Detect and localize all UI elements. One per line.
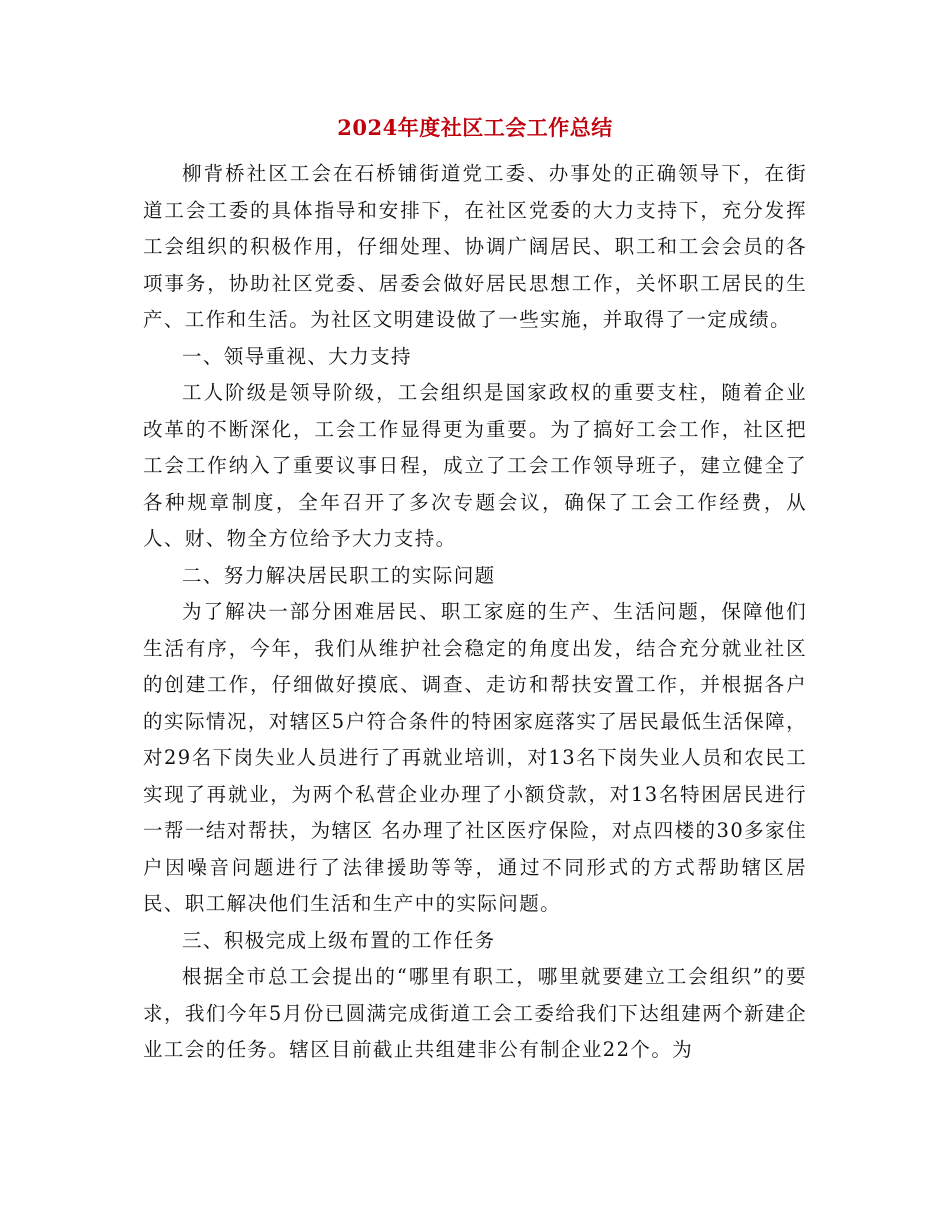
document-body	[143, 156, 807, 1069]
document-title: 2024年度社区工会工作总结	[337, 115, 613, 140]
section-3-paragraph: 根据全市总工会提出的“哪里有职工，哪里就要建立工会组织”的要求，我们今年5月份已圆满完成街道工会工委给我们下达组建两个新建企业工会的任务。辖区目前截止共组建非公有制企业22个。为	[143, 965, 807, 1061]
section-heading-2: 二、努力解决居民职工的实际问题	[182, 563, 496, 587]
section-2-paragraph: 为了解决一部分困难居民、职工家庭的生产、生活问题，保障他们生活有序，今年，我们从维护社会稳定的角度出发，结合充分就业社区的创建工作，仔细做好摸底、调查、走访和帮扶安置工作，并根据各户的实际情况，对辖区5户符合条件的特困家庭落实了居民最低生活保障，对29名下岗失业人员进行了再就业培训，对13名下岗失业人员和农民工实现了再就业，为两个私营企业办理了小额贷款，对13名特困居民进行一帮一结对帮扶，为辖区 名办理了社区医疗保险，对点四楼的30多家住户因噪音问题进行了法律援助等等，通过不同形式的方式帮助辖区居民、职工解决他们生活和生产中的实际问题。	[143, 600, 807, 915]
section-heading-1: 一、领导重视、大力支持	[182, 344, 412, 368]
intro-paragraph: 柳背桥社区工会在石桥铺街道党工委、办事处的正确领导下，在街道工会工委的具体指导和安排下，在社区党委的大力支持下，充分发挥工会组织的积极作用，仔细处理、协调广阔居民、职工和工会会员的各项事务，协助社区党委、居委会做好居民思想工作，关怀职工居民的生产、工作和生活。为社区文明建设做了一些实施，并取得了一定成绩。	[143, 162, 807, 331]
section-heading-3: 三、积极完成上级布置的工作任务	[182, 928, 496, 952]
section-1-paragraph: 工人阶级是领导阶级，工会组织是国家政权的重要支柱，随着企业改革的不断深化，工会工作显得更为重要。为了搞好工会工作，社区把工会工作纳入了重要议事日程，成立了工会工作领导班子，建立健全了各种规章制度，全年召开了多次专题会议，确保了工会工作经费，从人、财、物全方位给予大力支持。	[143, 381, 807, 550]
